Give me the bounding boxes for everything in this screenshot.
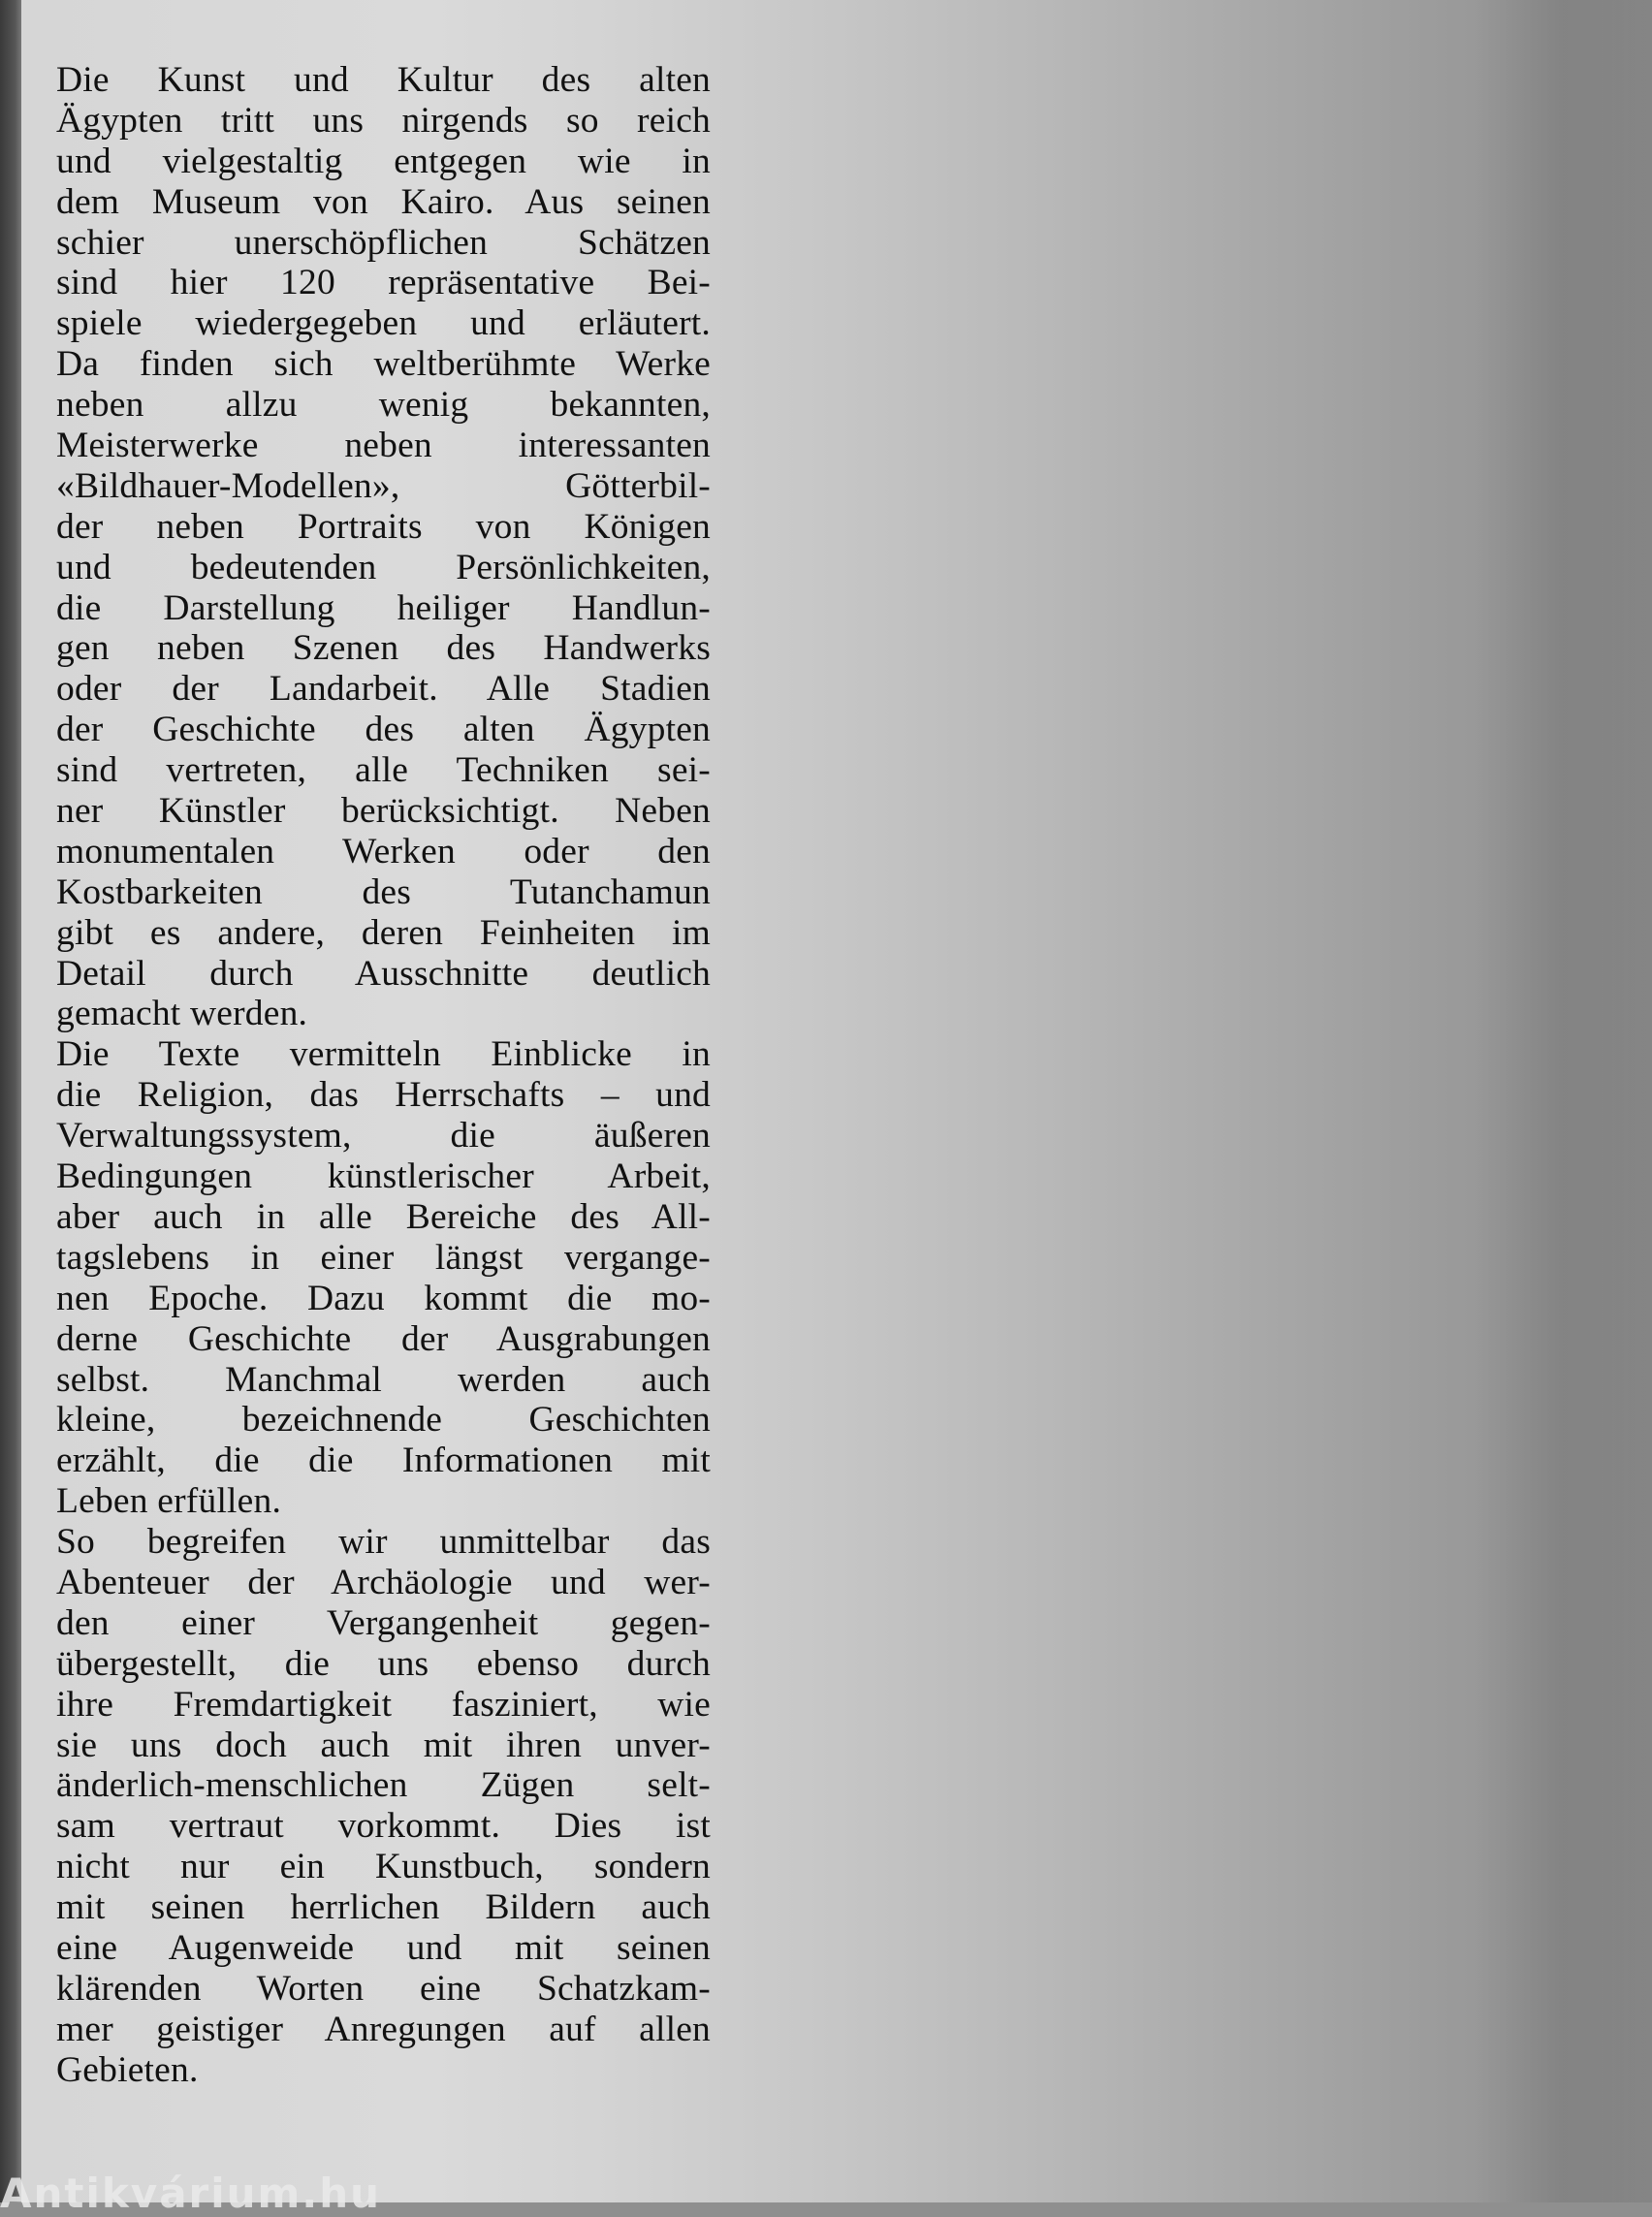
text-line: mer geistiger Anregungen auf allen bbox=[56, 2009, 711, 2049]
text-line: nen Epoche. Dazu kommt die mo- bbox=[56, 1278, 711, 1318]
blurb-text-column bbox=[56, 60, 711, 2091]
text-line: die Darstellung heiliger Handlun- bbox=[56, 587, 711, 628]
text-line: ihre Fremdartigkeit fasziniert, wie bbox=[56, 1684, 711, 1725]
text-line: erzählt, die die Informationen mit bbox=[56, 1441, 711, 1481]
text-line: So begreifen wir unmittelbar das bbox=[56, 1522, 711, 1563]
text-line: gibt es andere, deren Feinheiten im bbox=[56, 912, 711, 953]
text-line: gen neben Szenen des Handwerks bbox=[56, 628, 711, 669]
page-shadow bbox=[1474, 0, 1652, 2202]
text-line: sind hier 120 repräsentative Bei- bbox=[56, 263, 711, 303]
text-line: Die Texte vermitteln Einblicke in bbox=[56, 1034, 711, 1075]
text-line: tagslebens in einer längst vergange- bbox=[56, 1237, 711, 1278]
text-line: Ägypten tritt uns nirgends so reich bbox=[56, 100, 711, 141]
text-line: Bedingungen künstlerischer Arbeit, bbox=[56, 1156, 711, 1197]
text-line: selbst. Manchmal werden auch bbox=[56, 1359, 711, 1400]
text-line: Detail durch Ausschnitte deutlich bbox=[56, 953, 711, 994]
watermark-logo: Antikvárium.hu bbox=[0, 2169, 382, 2217]
text-line: mit seinen herrlichen Bildern auch bbox=[56, 1887, 711, 1928]
text-line: übergestellt, die uns ebenso durch bbox=[56, 1643, 711, 1684]
text-line: sam vertraut vorkommt. Dies ist bbox=[56, 1806, 711, 1847]
text-line: aber auch in alle Bereiche des All- bbox=[56, 1196, 711, 1237]
text-line: und bedeutenden Persönlichkeiten, bbox=[56, 547, 711, 587]
text-line: ner Künstler berücksichtigt. Neben bbox=[56, 791, 711, 832]
text-line: Leben erfüllen. bbox=[56, 1481, 282, 1522]
text-line: den einer Vergangenheit gegen- bbox=[56, 1602, 711, 1643]
text-line: Meisterwerke neben interessanten bbox=[56, 426, 711, 466]
text-line: neben allzu wenig bekannten, bbox=[56, 385, 711, 426]
text-line: die Religion, das Herrschafts – und bbox=[56, 1075, 711, 1116]
text-line: Kostbarkeiten des Tutanchamun bbox=[56, 871, 711, 912]
text-line: Gebieten. bbox=[56, 2049, 199, 2090]
text-line: monumentalen Werken oder den bbox=[56, 831, 711, 871]
text-line: gemacht werden. bbox=[56, 994, 308, 1034]
text-line: schier unerschöpflichen Schätzen bbox=[56, 222, 711, 263]
text-line: eine Augenweide und mit seinen bbox=[56, 1927, 711, 1968]
text-line: «Bildhauer-Modellen», Götterbil- bbox=[56, 465, 711, 506]
text-line: nicht nur ein Kunstbuch, sondern bbox=[56, 1847, 711, 1887]
text-line: klärenden Worten eine Schatzkam- bbox=[56, 1968, 711, 2009]
text-line: Die Kunst und Kultur des alten bbox=[56, 60, 711, 100]
text-line: Verwaltungssystem, die äußeren bbox=[56, 1116, 711, 1156]
text-line: der neben Portraits von Königen bbox=[56, 506, 711, 547]
text-line: spiele wiedergegeben und erläutert. bbox=[56, 303, 711, 344]
text-line: Da finden sich weltberühmte Werke bbox=[56, 344, 711, 385]
text-line: oder der Landarbeit. Alle Stadien bbox=[56, 669, 711, 710]
text-line: kleine, bezeichnende Geschichten bbox=[56, 1400, 711, 1441]
text-line: der Geschichte des alten Ägypten bbox=[56, 710, 711, 750]
text-line: sind vertreten, alle Techniken sei- bbox=[56, 750, 711, 791]
text-line: und vielgestaltig entgegen wie in bbox=[56, 141, 711, 181]
text-line: sie uns doch auch mit ihren unver- bbox=[56, 1725, 711, 1765]
text-line: derne Geschichte der Ausgrabungen bbox=[56, 1318, 711, 1359]
text-line: änderlich-menschlichen Zügen selt- bbox=[56, 1765, 711, 1806]
text-line: Abenteuer der Archäologie und wer- bbox=[56, 1562, 711, 1602]
book-spine-edge bbox=[0, 0, 21, 2202]
text-line: dem Museum von Kairo. Aus seinen bbox=[56, 181, 711, 222]
